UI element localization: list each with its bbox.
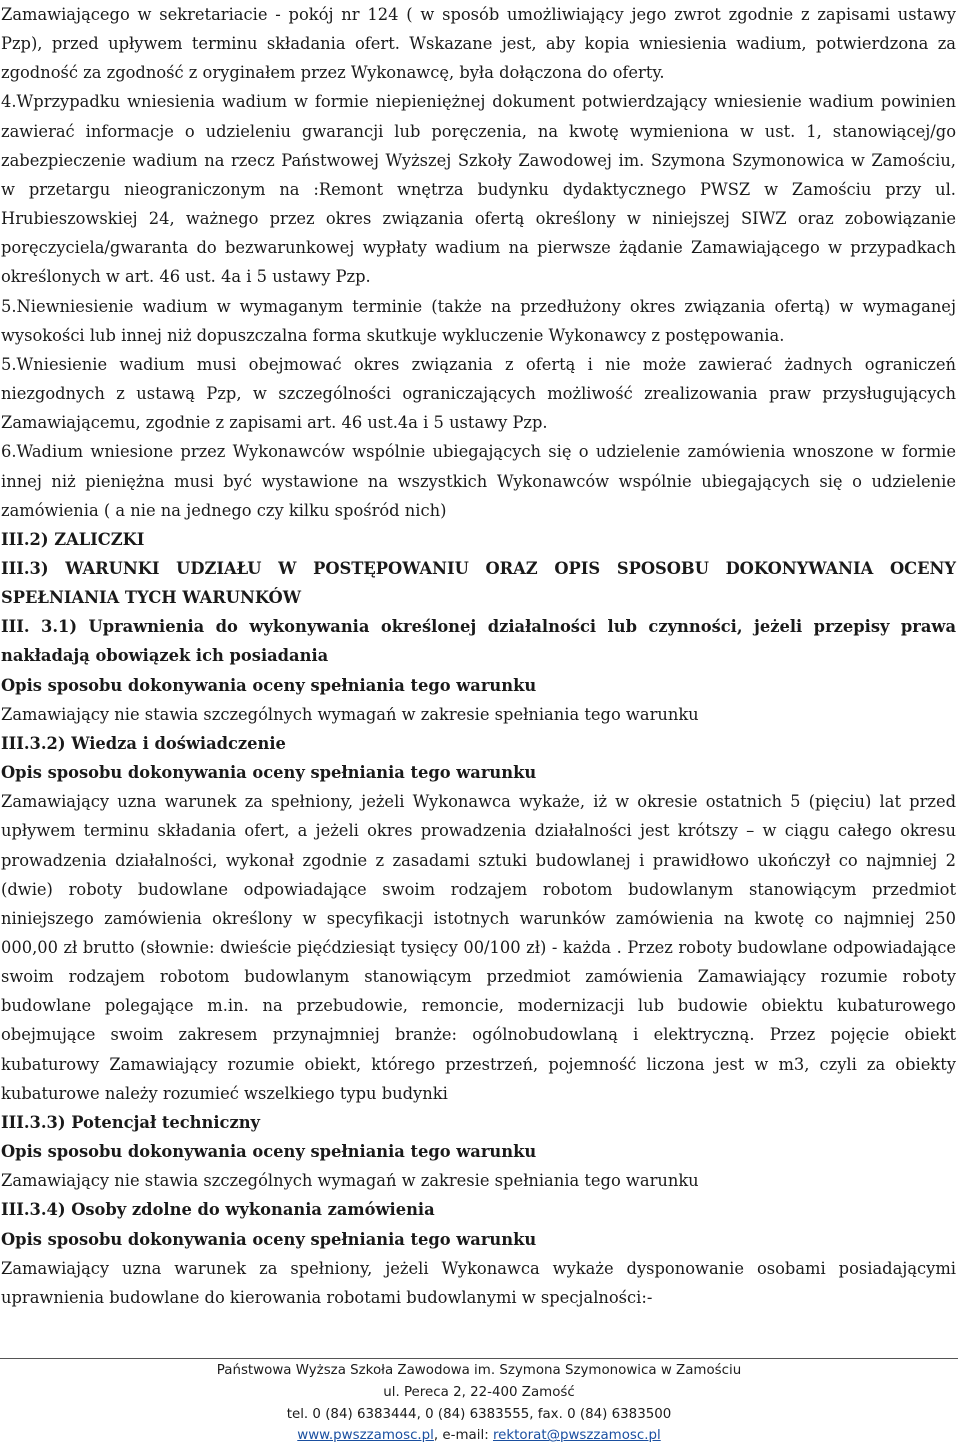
footer-email-link[interactable]: rektorat@pwszzamosc.pl (492, 1428, 661, 1444)
paragraph-wiedza-doswiadczenie: Zamawiający uzna warunek za spełniony, jeżeli Wykonawca wykaże, iż w okresie ostatnich 5 (pięciu) lat przed upływem terminu składania ofert, a jeżeli okres prowadzenia działalności jest krótszy – w ciągu całego okresu prowadzenia działalności, wykonał zgodnie z zasadami sztuki budowlanej i prawidłowo ukończył co najmniej 2 (dwie) roboty budowlane odpowiadające swoim rodzajem robotom budowlanym stanowiącym przedmiot niniejszego zamówienia określony w specyfikacji istotnych warunków zamówienia na kwotę co najmniej 250 000,00 zł brutto (słownie: dwieście pięćdziesiąt tysięcy 00/100 zł) - każda . Przez roboty budowlane odpowiadające swoim rodzajem robotom budowlanym stanowiącym przedmiot zamówienia Zamawiający rozumie roboty budowlane polegające m.in. na przebudowie, remoncie, modernizacji lub budowie obiektu kubaturowego obejmujące swoim zakresem przynajmniej branże: ogólnobudowlaną i elektryczną. Przez pojęcie obiekt kubaturowy Zamawiający rozumie obiekt, którego przestrzeń, pojemność liczona jest w m3, czyli za obiekty kubaturowe należy rozumieć wszelkiego typu budynki (1, 792, 956, 1103)
paragraph-wadium-joint: 6.Wadium wniesione przez Wykonawców wspólnie ubiegających się o udzielenie zamówienia wnoszone w formie innej niż pieniężna musi być wystawione na wszystkich Wykonawców wspólnie ubiegających się o udzielenie zamówienia ( a nie na jednego czy kilku spośród nich) (1, 442, 956, 520)
heading-warunki-udzialu: III.3) WARUNKI UDZIAŁU W POSTĘPOWANIU ORAZ OPIS SPOSOBU DOKONYWANIA OCENY SPEŁNIANIA TYCH WARUNKÓW (1, 558, 956, 608)
subheading-opis-oceny: Opis sposobu dokonywania oceny spełniania tego warunku (1, 1142, 537, 1162)
footer-address: ul. Pereca 2, 22-400 Zamość (383, 1384, 575, 1400)
paragraph-potencjal-techniczny: Zamawiający nie stawia szczególnych wymagań w zakresie spełniania tego warunku (1, 1171, 699, 1191)
heading-osoby-zdolne: III.3.4) Osoby zdolne do wykonania zamówienia (1, 1200, 435, 1220)
document-body (1, 0, 956, 1312)
footer-phones: tel. 0 (84) 6383444, 0 (84) 6383555, fax. 0 (84) 6383500 (286, 1406, 672, 1422)
paragraph-uprawnienia: Zamawiający nie stawia szczególnych wymagań w zakresie spełniania tego warunku (1, 704, 699, 724)
paragraph-wadium-non-cash: 4.Wprzypadku wniesienia wadium w formie niepieniężnej dokument potwierdzający wniesienie wadium powinien zawierać informacje o udzieleniu gwarancji lub poręczenia, na kwotę wymieniona w ust. 1, stanowiącej/go zabezpieczenie wadium na rzecz Państwowej Wyższej Szkoły Zawodowej im. Szymona Szymonowica w Zamościu, w przetargu nieograniczonym na :Remont wnętrza budynku dydaktycznego PWSZ w Zamościu przy ul. Hrubieszowskiej 24, ważnego przez okres związania ofertą określony w niniejszej SIWZ oraz zobowiązanie poręczyciela/gwaranta do bezwarunkowej wypłaty wadium na pierwsze żądanie Zamawiającego w przypadkach określonych w art. 46 ust. 4a i 5 ustawy Pzp. (1, 92, 956, 287)
paragraph-wadium-missing: 5.Niewniesienie wadium w wymaganym terminie (także na przedłużony okres związania ofertą) w wymaganej wysokości lub innej niż dopuszczalna forma skutkuje wykluczenie Wykonawcy z postępowania. (1, 296, 956, 345)
heading-zaliczki: III.2) ZALICZKI (1, 529, 145, 549)
page-footer (0, 1360, 958, 1447)
footer-email-prefix: , e-mail: (433, 1428, 493, 1444)
subheading-opis-oceny: Opis sposobu dokonywania oceny spełniania tego warunku (1, 763, 537, 783)
footer-divider (0, 1358, 958, 1359)
heading-wiedza-doswiadczenie: III.3.2) Wiedza i doświadczenie (1, 733, 286, 753)
subheading-opis-oceny: Opis sposobu dokonywania oceny spełniania tego warunku (1, 1229, 537, 1249)
subheading-opis-oceny: Opis sposobu dokonywania oceny spełniania tego warunku (1, 675, 537, 695)
footer-website-link[interactable]: www.pwszzamosc.pl (297, 1428, 434, 1444)
heading-uprawnienia: III. 3.1) Uprawnienia do wykonywania określonej działalności lub czynności, jeżeli przepisy prawa nakładają obowiązek ich posiadania (1, 617, 956, 666)
paragraph-wadium-submission: Zamawiającego w sekretariacie - pokój nr 124 ( w sposób umożliwiający jego zwrot zgodnie z zapisami ustawy Pzp), przed upływem terminu składania ofert. Wskazane jest, aby kopia wniesienia wadium, potwierdzona za zgodność za zgodność z oryginałem przez Wykonawcę, była dołączona do oferty. (1, 5, 956, 83)
footer-contact (0, 1425, 958, 1447)
footer-institution: Państwowa Wyższa Szkoła Zawodowa im. Szymona Szymonowica w Zamościu (216, 1363, 742, 1378)
heading-potencjal-techniczny: III.3.3) Potencjał techniczny (1, 1112, 260, 1132)
paragraph-wadium-period: 5.Wniesienie wadium musi obejmować okres związania z ofertą i nie może zawierać żadnych ograniczeń niezgodnych z ustawą Pzp, w szczególności ograniczających możliwość zrealizowania praw przysługujących Zamawiającemu, zgodnie z zapisami art. 46 ust.4a i 5 ustawy Pzp. (1, 354, 956, 433)
paragraph-osoby-zdolne: Zamawiający uzna warunek za spełniony, jeżeli Wykonawca wykaże dysponowanie osobami posiadającymi uprawnienia budowlane do kierowania robotami budowlanymi w specjalności:- (1, 1258, 956, 1307)
